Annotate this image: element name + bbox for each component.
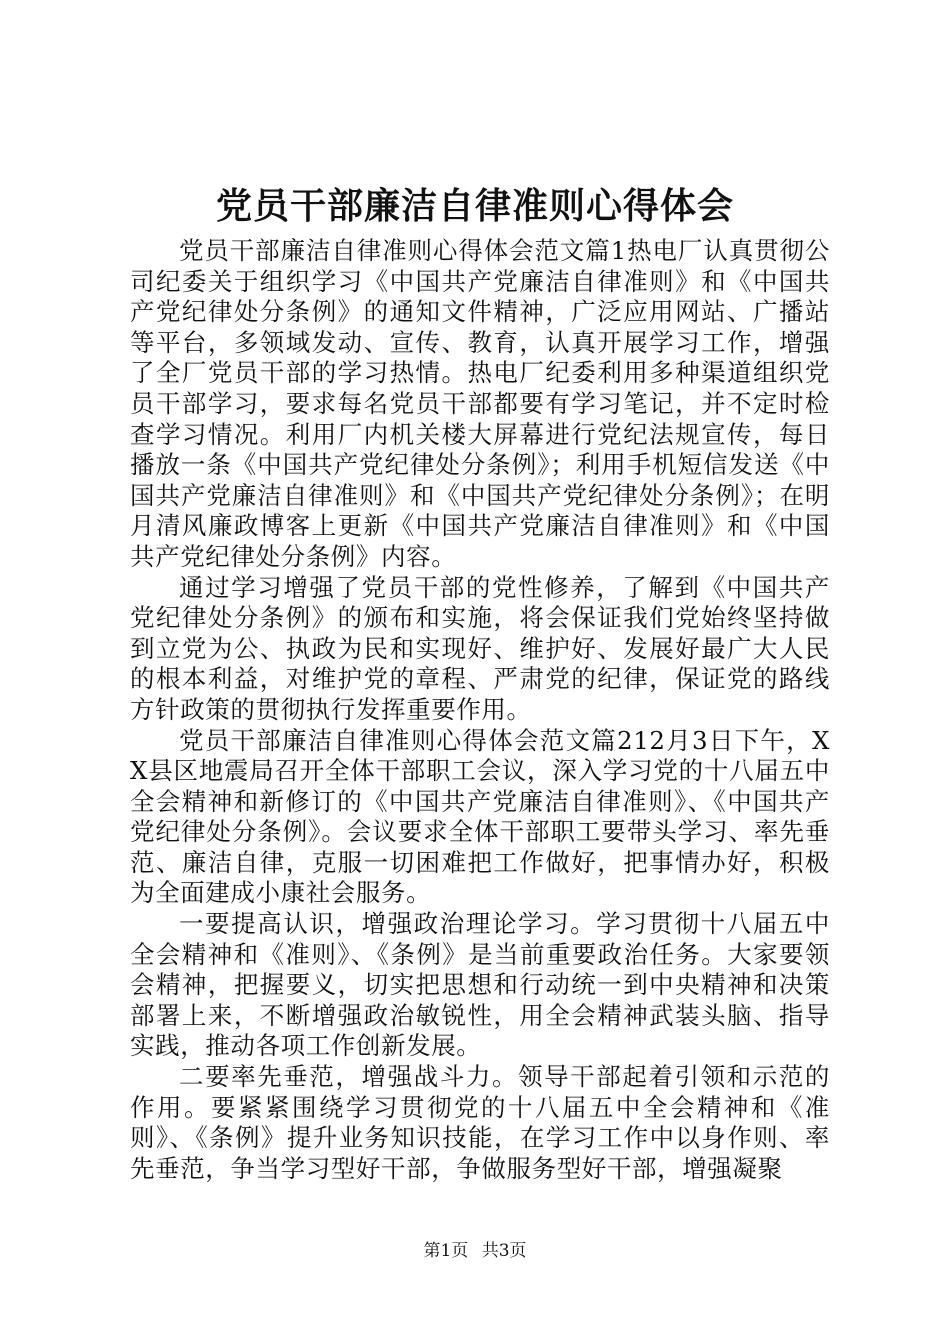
page-total: 共3页 [481, 1241, 527, 1261]
paragraph-2: 通过学习增强了党员干部的党性修养，了解到《中国共产党纪律处分条例》的颁布和实施，将会保证我们党始终坚持做到立党为公、执政为民和实现好、维护好、发展好最广大人民的根本利益，对维护党的章程、严肃党的纪律，保证党的路线方针政策的贯彻执行发挥重要作用。 [130, 572, 830, 724]
paragraph-4: 一要提高认识，增强政治理论学习。学习贯彻十八届五中全会精神和《准则》、《条例》是当前重要政治任务。大家要领会精神，把握要义，切实把思想和行动统一到中央精神和决策部署上来，不断增强政治敏锐性，用全会精神武装头脑、指导实践，推动各项工作创新发展。 [130, 909, 830, 1061]
page-footer [0, 1240, 950, 1262]
document-body [130, 236, 830, 1184]
paragraph-3: 党员干部廉洁自律准则心得体会范文篇212月3日下午，XX县区地震局召开全体干部职工会议，深入学习党的十八届五中全会精神和新修订的《中国共产党廉洁自律准则》、《中国共产党纪律处分条例》。会议要求全体干部职工要带头学习、率先垂范、廉洁自律，克服一切困难把工作做好，把事情办好，积极为全面建成小康社会服务。 [130, 725, 830, 908]
document-title: 党员干部廉洁自律准则心得体会 [215, 186, 734, 227]
paragraph-5: 二要率先垂范，增强战斗力。领导干部起着引领和示范的作用。要紧紧围绕学习贯彻党的十八届五中全会精神和《准则》、《条例》提升业务知识技能，在学习工作中以身作则、率先垂范，争当学习型好干部，争做服务型好干部，增强凝聚 [130, 1062, 830, 1183]
paragraph-1: 党员干部廉洁自律准则心得体会范文篇1热电厂认真贯彻公司纪委关于组织学习《中国共产党廉洁自律准则》和《中国共产党纪律处分条例》的通知文件精神，广泛应用网站、广播站等平台，多领域发动、宣传、教育，认真开展学习工作，增强了全厂党员干部的学习热情。热电厂纪委利用多种渠道组织党员干部学习，要求每名党员干部都要有学习笔记，并不定时检查学习情况。利用厂内机关楼大屏幕进行党纪法规宣传，每日播放一条《中国共产党纪律处分条例》；利用手机短信发送《中国共产党廉洁自律准则》和《中国共产党纪律处分条例》；在明月清风廉政博客上更新《中国共产党廉洁自律准则》和《中国共产党纪律处分条例》内容。 [130, 236, 830, 571]
page-number: 第1页 [423, 1241, 469, 1261]
